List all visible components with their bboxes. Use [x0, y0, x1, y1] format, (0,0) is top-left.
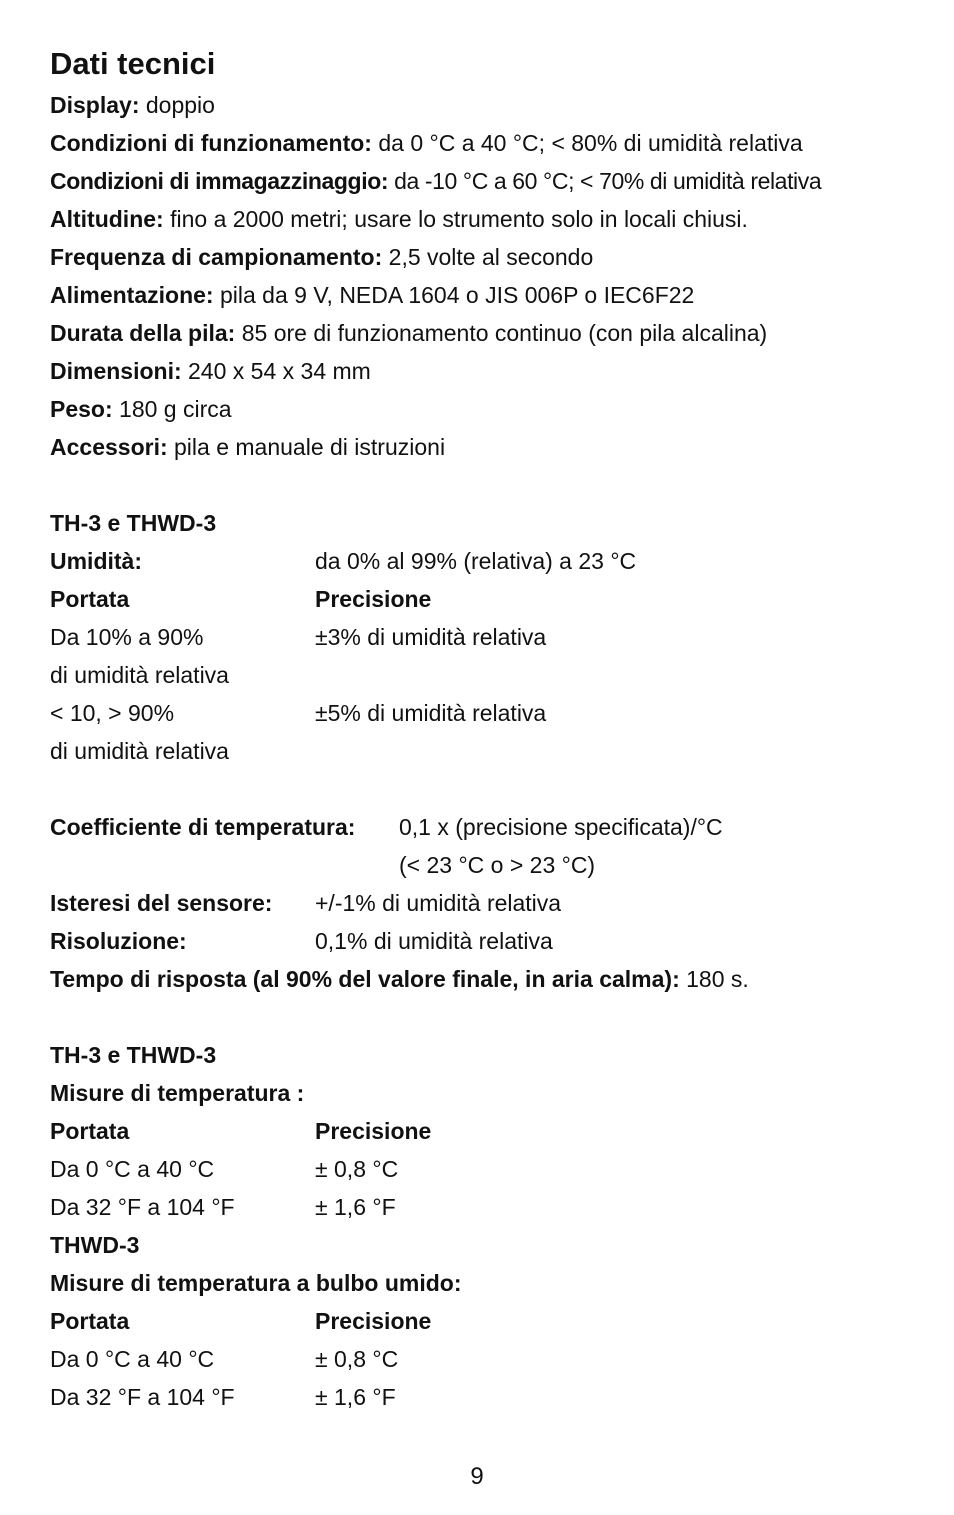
- document-page: [50, 44, 930, 1416]
- spec-dimensions: [50, 352, 930, 390]
- column-header-range: Portata: [50, 586, 130, 612]
- spec-label: Frequenza di campionamento:: [50, 244, 383, 270]
- general-specs: [50, 86, 930, 466]
- spec-label: Accessori:: [50, 434, 168, 460]
- accuracy-cell: ± 0,8 °C: [315, 1156, 399, 1182]
- column-header-range: Portata: [50, 1308, 130, 1334]
- range-cell: Da 0 °C a 40 °C: [50, 1346, 215, 1372]
- spec-accessories: [50, 428, 930, 466]
- temp-coefficient-row-cont: [50, 846, 930, 884]
- spec-label: Display:: [50, 92, 140, 118]
- temperature-section: [50, 1036, 930, 1226]
- spec-value: da -10 °C a 60 °C; < 70% di umidità relativa: [388, 168, 822, 194]
- response-time-value: 180 s.: [679, 966, 749, 992]
- accuracy-cell: [315, 656, 930, 694]
- accuracy-cell: [315, 732, 930, 770]
- wetbulb-section: [50, 1226, 930, 1416]
- sensor-specs: [50, 808, 930, 998]
- column-header-range: Portata: [50, 1118, 130, 1144]
- temp-coefficient-row: [50, 808, 930, 846]
- spec-label: Altitudine:: [50, 206, 164, 232]
- spec-value: 2,5 volte al secondo: [382, 244, 594, 270]
- spec-sampling-rate: [50, 238, 930, 276]
- wetbulb-model-heading: THWD-3: [50, 1232, 140, 1258]
- hysteresis-row: [50, 884, 930, 922]
- range-cell: Da 32 °F a 104 °F: [50, 1384, 235, 1410]
- spec-power: [50, 276, 930, 314]
- table-row: [50, 1340, 930, 1378]
- spec-value: 180 g circa: [112, 396, 232, 422]
- range-cell: Da 0 °C a 40 °C: [50, 1156, 215, 1182]
- accuracy-cell: ±5% di umidità relativa: [315, 700, 547, 726]
- spec-value: 240 x 54 x 34 mm: [181, 358, 371, 384]
- humidity-section: [50, 504, 930, 770]
- table-row: [50, 1150, 930, 1188]
- table-row: [50, 1188, 930, 1226]
- humidity-label: Umidità:: [50, 548, 142, 574]
- spec-weight: [50, 390, 930, 428]
- spec-value: doppio: [139, 92, 215, 118]
- spec-label: Condizioni di immagazzinaggio:: [50, 168, 389, 194]
- spec-label: Dimensioni:: [50, 358, 182, 384]
- hysteresis-value: +/-1% di umidità relativa: [315, 890, 562, 916]
- range-cell: < 10, > 90%: [50, 700, 175, 726]
- range-cell: di umidità relativa: [50, 738, 229, 764]
- accuracy-cell: ± 1,6 °F: [315, 1384, 396, 1410]
- spec-label: Durata della pila:: [50, 320, 236, 346]
- column-header-accuracy: Precisione: [315, 1118, 432, 1144]
- spec-value: fino a 2000 metri; usare lo strumento solo in locali chiusi.: [163, 206, 748, 232]
- range-cell: Da 32 °F a 104 °F: [50, 1194, 235, 1220]
- column-header-accuracy: Precisione: [315, 1308, 432, 1334]
- table-row: [50, 618, 930, 656]
- spec-display: [50, 86, 930, 124]
- table-row: [50, 656, 930, 694]
- accuracy-cell: ±3% di umidità relativa: [315, 624, 547, 650]
- spec-label: Condizioni di funzionamento:: [50, 130, 372, 156]
- resolution-label: Risoluzione:: [50, 928, 187, 954]
- response-time-row: [50, 960, 930, 998]
- accuracy-cell: ± 1,6 °F: [315, 1194, 396, 1220]
- accuracy-cell: ± 0,8 °C: [315, 1346, 399, 1372]
- wetbulb-heading: Misure di temperatura a bulbo umido:: [50, 1270, 462, 1296]
- spec-battery-life: [50, 314, 930, 352]
- humidity-range-row: [50, 542, 930, 580]
- spec-label: Peso:: [50, 396, 113, 422]
- spec-altitude: [50, 200, 930, 238]
- temp-coefficient-value: 0,1 x (precisione specificata)/°C: [399, 814, 723, 840]
- range-cell: di umidità relativa: [50, 662, 229, 688]
- page-title: Dati tecnici: [50, 46, 216, 81]
- response-time-label: Tempo di risposta (al 90% del valore finale, in aria calma):: [50, 966, 680, 992]
- spec-value: da 0 °C a 40 °C; < 80% di umidità relativa: [371, 130, 803, 156]
- column-header-accuracy: Precisione: [315, 586, 432, 612]
- temp-coefficient-value-cont: (< 23 °C o > 23 °C): [399, 852, 596, 878]
- table-row: [50, 732, 930, 770]
- humidity-table-header: [50, 580, 930, 618]
- temperature-table-header: [50, 1112, 930, 1150]
- temperature-heading: Misure di temperatura :: [50, 1080, 305, 1106]
- humidity-model-heading: TH-3 e THWD-3: [50, 510, 217, 536]
- table-row: [50, 694, 930, 732]
- spec-storage-conditions: [50, 162, 930, 200]
- wetbulb-table-header: [50, 1302, 930, 1340]
- temp-coefficient-label: Coefficiente di temperatura:: [50, 814, 356, 840]
- humidity-value: da 0% al 99% (relativa) a 23 °C: [315, 548, 637, 574]
- resolution-row: [50, 922, 930, 960]
- spec-value: pila da 9 V, NEDA 1604 o JIS 006P o IEC6F22: [213, 282, 695, 308]
- spec-label: Alimentazione:: [50, 282, 214, 308]
- table-row: [50, 1378, 930, 1416]
- spec-value: 85 ore di funzionamento continuo (con pila alcalina): [235, 320, 768, 346]
- spec-value: pila e manuale di istruzioni: [167, 434, 446, 460]
- spec-operating-conditions: [50, 124, 930, 162]
- page-number: 9: [470, 1463, 484, 1490]
- hysteresis-label: Isteresi del sensore:: [50, 890, 273, 916]
- temperature-model-heading: TH-3 e THWD-3: [50, 1042, 217, 1068]
- range-cell: Da 10% a 90%: [50, 624, 204, 650]
- resolution-value: 0,1% di umidità relativa: [315, 928, 553, 954]
